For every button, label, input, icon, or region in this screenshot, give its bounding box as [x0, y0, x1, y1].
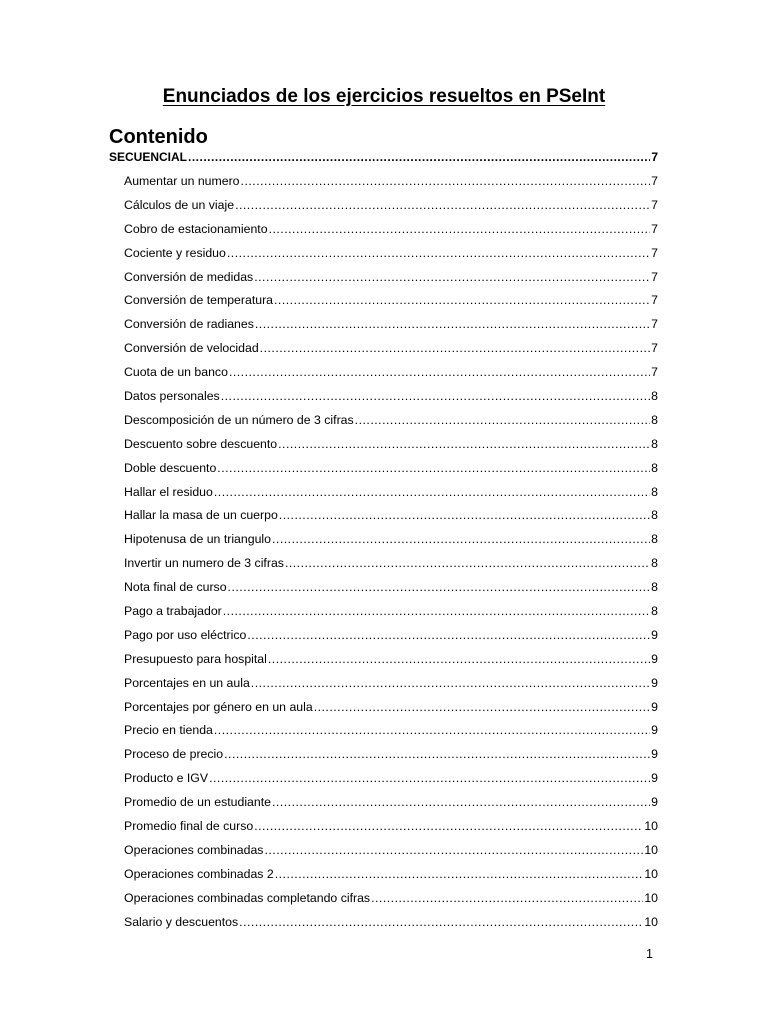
- toc-dot-leader: [272, 795, 650, 809]
- toc-entry-label: Cuota de un banco: [124, 365, 228, 380]
- toc-dot-leader: [217, 461, 650, 475]
- toc-entry-page: 7: [651, 341, 658, 356]
- toc-entry-page: 7: [651, 197, 658, 212]
- toc-entry[interactable]: [109, 437, 658, 461]
- toc-entry-page: 8: [651, 460, 658, 475]
- toc-entry[interactable]: [109, 485, 658, 509]
- document-title: Enunciados de los ejercicios resueltos en PSeInt: [162, 86, 606, 107]
- toc-dot-leader: [254, 819, 643, 833]
- toc-entry-label: Descomposición de un número de 3 cifras: [124, 412, 354, 427]
- toc-entry-page: 9: [651, 675, 658, 690]
- toc-entry[interactable]: [109, 843, 658, 867]
- toc-entry[interactable]: [109, 293, 658, 317]
- toc-entry-page: 10: [644, 866, 658, 881]
- toc-entry-label: Conversión de radianes: [124, 317, 254, 332]
- toc-entry[interactable]: [109, 222, 658, 246]
- toc-entry-page: 7: [651, 150, 658, 164]
- toc-entry-label: Hallar el residuo: [124, 484, 213, 499]
- toc-entry[interactable]: [109, 628, 658, 652]
- toc-dot-leader: [229, 365, 650, 379]
- toc-entry-label: SECUENCIAL: [109, 150, 188, 164]
- toc-entry-page: 8: [651, 556, 658, 571]
- toc-entry-label: Precio en tienda: [124, 723, 213, 738]
- toc-entry[interactable]: [109, 771, 658, 795]
- toc-entry[interactable]: [109, 795, 658, 819]
- toc-dot-leader: [255, 317, 650, 331]
- toc-entry-page: 9: [651, 795, 658, 810]
- toc-entry[interactable]: [109, 508, 658, 532]
- toc-entry[interactable]: [109, 915, 658, 939]
- toc-entry[interactable]: [109, 652, 658, 676]
- toc-entry-page: 7: [651, 269, 658, 284]
- toc-entry[interactable]: [109, 317, 658, 341]
- toc-entry-label: Operaciones combinadas: [124, 842, 264, 857]
- toc-entry[interactable]: [109, 413, 658, 437]
- toc-entry-label: Cálculos de un viaje: [124, 197, 235, 212]
- toc-dot-leader: [279, 508, 650, 522]
- toc-entry-label: Porcentajes por género en un aula: [124, 699, 313, 714]
- toc-entry-page: 7: [651, 365, 658, 380]
- toc-entry[interactable]: [109, 174, 658, 198]
- toc-entry[interactable]: [109, 867, 658, 891]
- table-of-contents: [109, 150, 658, 939]
- toc-entry-page: 7: [651, 221, 658, 236]
- toc-entry[interactable]: [109, 580, 658, 604]
- toc-entry-page: 7: [651, 245, 658, 260]
- toc-entry[interactable]: [109, 604, 658, 628]
- toc-entry-page: 8: [651, 532, 658, 547]
- toc-dot-leader: [227, 246, 650, 260]
- toc-entry-page: 9: [651, 699, 658, 714]
- toc-entry-page: 8: [651, 508, 658, 523]
- toc-entry-label: Invertir un numero de 3 cifras: [124, 556, 284, 571]
- toc-entry-page: 9: [651, 723, 658, 738]
- toc-dot-leader: [221, 389, 650, 403]
- toc-dot-leader: [209, 771, 650, 785]
- toc-entry[interactable]: [109, 198, 658, 222]
- toc-entry-label: Promedio de un estudiante: [124, 795, 271, 810]
- toc-entry-label: Hallar la masa de un cuerpo: [124, 508, 278, 523]
- toc-entry-page: 9: [651, 627, 658, 642]
- toc-entry-label: Cociente y residuo: [124, 245, 226, 260]
- toc-dot-leader: [314, 700, 650, 714]
- toc-entry-page: 7: [651, 174, 658, 188]
- toc-entry[interactable]: [109, 389, 658, 413]
- page-number: 1: [646, 947, 653, 961]
- toc-entry[interactable]: [109, 556, 658, 580]
- toc-entry-page: 9: [651, 651, 658, 666]
- toc-entry-page: 10: [644, 842, 658, 857]
- toc-entry-label: Cobro de estacionamiento: [124, 221, 268, 236]
- toc-dot-leader: [272, 532, 650, 546]
- toc-dot-leader: [214, 723, 650, 737]
- toc-entry-label: Conversión de medidas: [124, 269, 254, 284]
- toc-dot-leader: [214, 485, 650, 499]
- toc-section-entry[interactable]: [109, 150, 658, 174]
- toc-entry-label: Pago a trabajador: [124, 604, 222, 619]
- toc-dot-leader: [275, 867, 644, 881]
- toc-entry-label: Presupuesto para hospital: [124, 651, 267, 666]
- toc-entry-label: Hipotenusa de un triangulo: [124, 532, 271, 547]
- toc-entry-label: Descuento sobre descuento: [124, 436, 278, 451]
- toc-entry[interactable]: [109, 532, 658, 556]
- toc-entry-label: Nota final de curso: [124, 580, 227, 595]
- toc-entry[interactable]: [109, 246, 658, 270]
- toc-dot-leader: [239, 915, 643, 929]
- toc-dot-leader: [268, 652, 650, 666]
- toc-dot-leader: [223, 604, 650, 618]
- toc-entry-label: Operaciones combinadas 2: [124, 866, 274, 881]
- toc-entry[interactable]: [109, 461, 658, 485]
- toc-entry-label: Producto e IGV: [124, 771, 209, 786]
- toc-entry[interactable]: [109, 676, 658, 700]
- toc-entry-page: 9: [651, 747, 658, 762]
- toc-entry-label: Pago por uso eléctrico: [124, 627, 247, 642]
- toc-entry-page: 7: [651, 293, 658, 308]
- toc-dot-leader: [251, 676, 650, 690]
- toc-dot-leader: [260, 341, 650, 355]
- toc-entry[interactable]: [109, 723, 658, 747]
- toc-dot-leader: [188, 150, 650, 164]
- toc-entry-page: 8: [651, 412, 658, 427]
- toc-dot-leader: [235, 198, 650, 212]
- toc-entry-page: 10: [644, 819, 658, 834]
- toc-entry-page: 8: [651, 580, 658, 595]
- toc-entry-label: Conversión de velocidad: [124, 341, 259, 356]
- toc-dot-leader: [285, 556, 650, 570]
- toc-entry[interactable]: [109, 747, 658, 771]
- toc-entry-label: Salario y descuentos: [124, 914, 239, 929]
- toc-entry[interactable]: [109, 365, 658, 389]
- toc-entry[interactable]: [109, 700, 658, 724]
- toc-entry[interactable]: [109, 891, 658, 915]
- toc-entry-label: Proceso de precio: [124, 747, 224, 762]
- toc-entry-page: 9: [651, 771, 658, 786]
- toc-dot-leader: [254, 270, 650, 284]
- toc-entry-label: Doble descuento: [124, 460, 217, 475]
- toc-entry-label: Promedio final de curso: [124, 819, 254, 834]
- toc-entry-page: 8: [651, 436, 658, 451]
- toc-entry-label: Conversión de temperatura: [124, 293, 274, 308]
- toc-entry-label: Datos personales: [124, 389, 220, 404]
- toc-entry[interactable]: [109, 270, 658, 294]
- toc-dot-leader: [247, 628, 650, 642]
- toc-entry-page: 8: [651, 484, 658, 499]
- toc-dot-leader: [371, 891, 643, 905]
- toc-dot-leader: [264, 843, 643, 857]
- toc-entry-label: Porcentajes en un aula: [124, 675, 250, 690]
- toc-heading: Contenido: [109, 126, 208, 148]
- toc-entry[interactable]: [109, 819, 658, 843]
- toc-dot-leader: [269, 222, 651, 236]
- toc-entry-label: Operaciones combinadas completando cifras: [124, 890, 371, 905]
- toc-dot-leader: [241, 174, 651, 188]
- toc-dot-leader: [278, 437, 650, 451]
- toc-entry-page: 10: [644, 914, 658, 929]
- toc-entry[interactable]: [109, 341, 658, 365]
- toc-entry-page: 10: [644, 890, 658, 905]
- toc-dot-leader: [224, 747, 650, 761]
- toc-dot-leader: [355, 413, 650, 427]
- toc-entry-label: Aumentar un numero: [124, 174, 240, 188]
- toc-dot-leader: [274, 293, 650, 307]
- toc-entry-page: 8: [651, 389, 658, 404]
- toc-entry-page: 7: [651, 317, 658, 332]
- toc-dot-leader: [228, 580, 651, 594]
- toc-entry-page: 8: [651, 604, 658, 619]
